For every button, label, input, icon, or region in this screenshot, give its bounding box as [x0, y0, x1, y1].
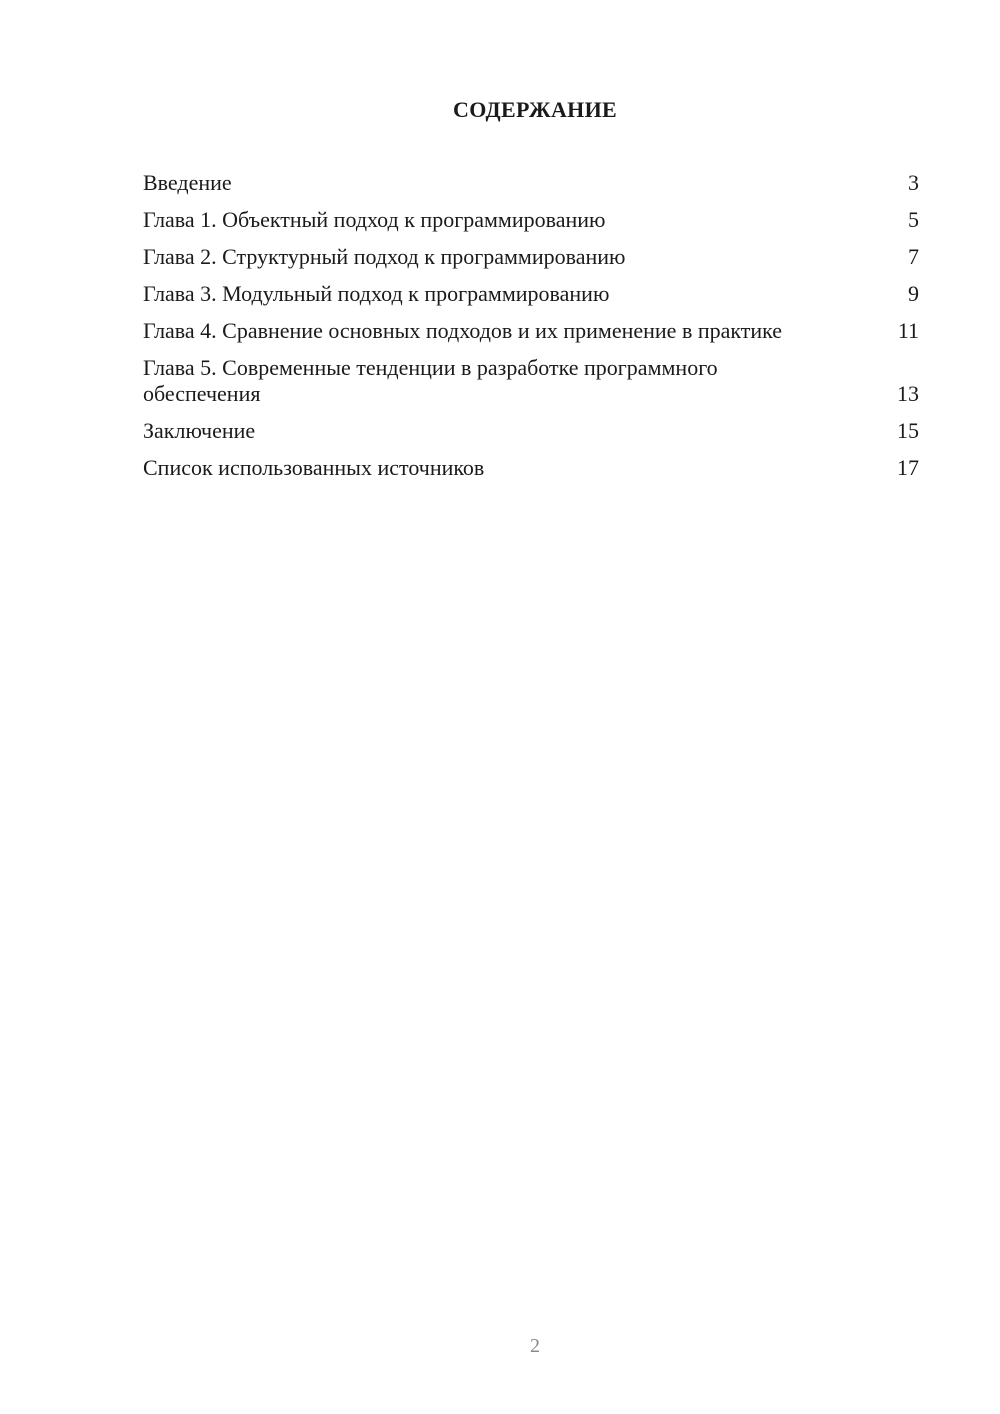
- toc-entry-label: Глава 1. Объектный подход к программированию: [143, 207, 606, 232]
- toc-entry-label: Список использованных источников: [143, 455, 485, 480]
- toc-entry-page: 13: [897, 381, 919, 406]
- toc-entry-page: 11: [897, 318, 919, 343]
- toc-entry-label: Заключение: [143, 418, 256, 443]
- toc-entry-page: 17: [897, 455, 919, 480]
- toc-entry-chapter-5: [143, 355, 919, 407]
- toc-entry-label: Глава 2. Структурный подход к программированию: [143, 244, 626, 269]
- toc-entry-conclusion: [143, 418, 919, 444]
- toc-entry-references: [143, 455, 919, 481]
- page-title: СОДЕРЖАНИЕ: [453, 97, 617, 122]
- toc-entry-label: Введение: [143, 170, 232, 195]
- toc-entry-page: 15: [897, 418, 919, 443]
- toc-entry-label: Глава 4. Сравнение основных подходов и их применение в практике: [143, 318, 783, 343]
- toc-entry-page: 5: [908, 207, 919, 232]
- toc-entry-chapter-4: [143, 318, 919, 344]
- toc-entry-page: 9: [908, 281, 919, 306]
- toc-entry-chapter-3: [143, 281, 919, 307]
- toc-entry-introduction: [143, 170, 919, 196]
- toc-entry-page: 3: [908, 170, 919, 195]
- table-of-contents: [143, 170, 919, 492]
- page-number: 2: [530, 1335, 540, 1357]
- toc-entry-page: 7: [908, 244, 919, 269]
- toc-entry-chapter-2: [143, 244, 919, 270]
- toc-entry-label: Глава 3. Модульный подход к программированию: [143, 281, 610, 306]
- toc-entry-chapter-1: [143, 207, 919, 233]
- toc-entry-label: Глава 5. Современные тенденции в разработке программного обеспечения: [143, 355, 718, 406]
